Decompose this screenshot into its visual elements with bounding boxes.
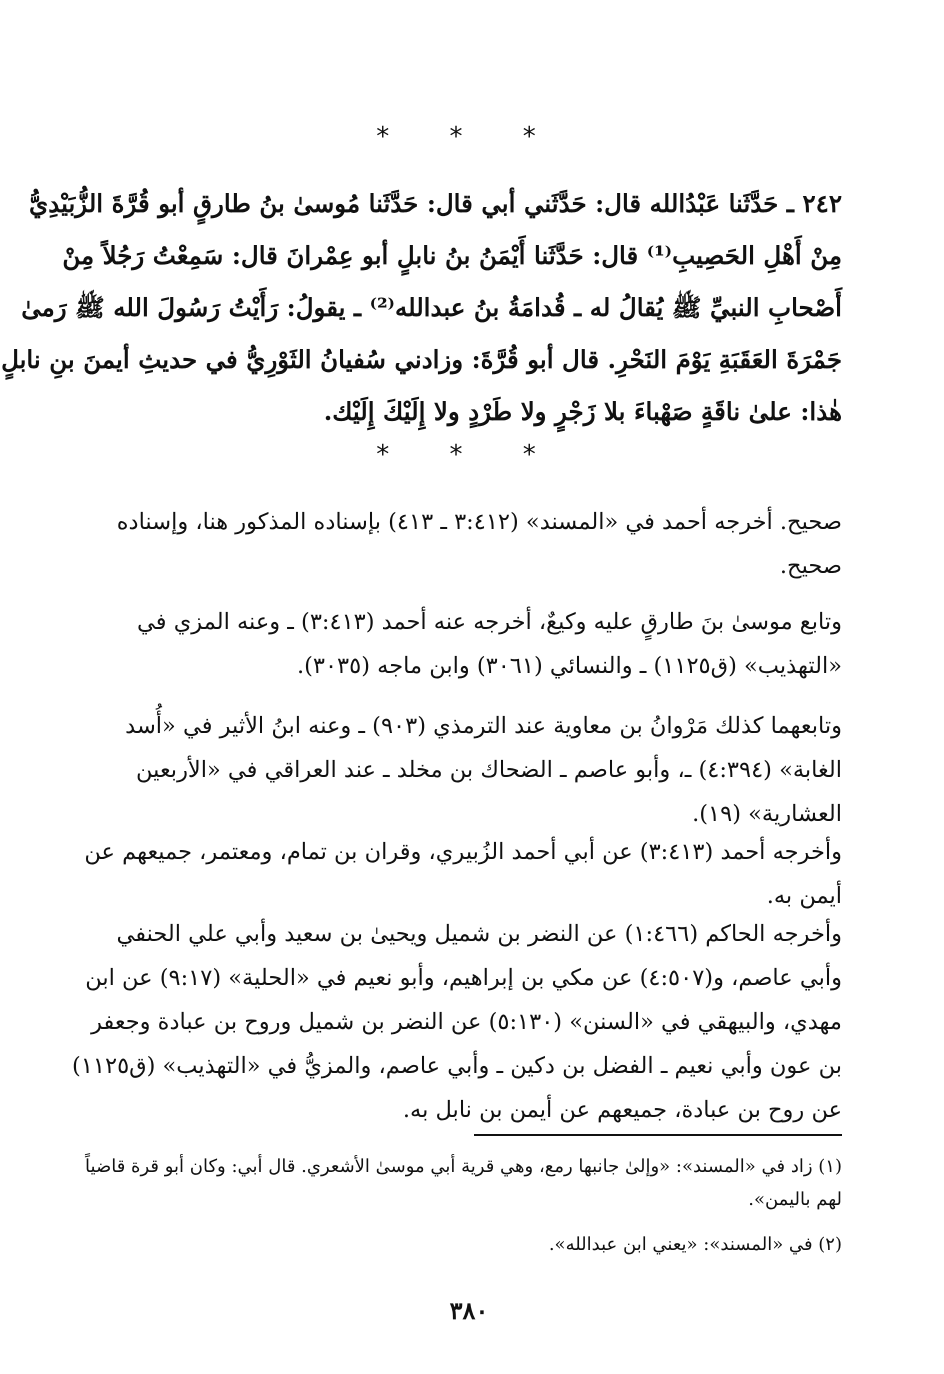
footnote xyxy=(96,1228,842,1261)
page-number: ٣٨٠ xyxy=(449,1296,489,1325)
book-page xyxy=(1,0,842,1374)
takhrij-paragraph xyxy=(72,912,842,1132)
hadith-line: جَمْرَةَ العَقَبَةِ يَوْمَ النَحْرِ. قال أبو قُرَّةَ: وزادني سُفيانُ الثَوْرِيُّ في حديثِ أيمنَ بنِ نابلٍ xyxy=(1,345,842,374)
paragraph-line: صحيح. xyxy=(779,553,842,579)
paragraph-line: «التهذيب» (ق١١٢٥) ـ والنسائي (٣٠٦١) وابن ماجه (٣٠٣٥). xyxy=(296,653,842,679)
footnote xyxy=(85,1150,842,1216)
takhrij-paragraph xyxy=(96,500,842,588)
paragraph-line: وأخرجه الحاكم (١:٤٦٦) عن النضر بن شميل ويحيىٰ بن سعيد وأبي علي الحنفي xyxy=(116,921,842,947)
paragraph-line: صحيح. أخرجه أحمد في «المسند» (٣:٤١٢ ـ ٤١٣) بإسناده المذكور هنا، وإسناده xyxy=(116,509,842,535)
hadith-line: ٢٤٢ ـ حَدَّثَنا عَبْدُالله قال: حَدَّثَني أبي قال: حَدَّثَنا مُوسىٰ بنُ طارقٍ أبو قُرَّةَ الزُّبَيْدِيُّ xyxy=(29,189,842,218)
paragraph-line: عن روح بن عبادة، جميعهم عن أيمن بن نابل به. xyxy=(402,1097,842,1123)
takhrij-paragraph xyxy=(84,830,842,918)
hadith-text xyxy=(1,178,842,438)
paragraph-line: وأخرجه أحمد (٣:٤١٣) عن أبي أحمد الزُبيري، وقران بن تمام، ومعتمر، جميعهم عن xyxy=(84,839,842,865)
paragraph-line: مهدي، والبيهقي في «السنن» (٥:١٣٠) عن النضر بن شميل وروح بن عبادة وجعفر xyxy=(91,1009,842,1035)
hadith-line: مِنْ أَهْلِ الحَصِيبِ⁽¹⁾ قال: حَدَّثَنا أَيْمَنُ بنُ نابلٍ أبو عِمْرانَ قال: سَمِعْتُ رَجُلاً مِنْ xyxy=(62,241,842,270)
footnote-line: (٢) في «المسند»: «يعني ابن عبدالله». xyxy=(548,1234,842,1255)
paragraph-line: الغابة» (٤:٣٩٤) ـ، وأبو عاصم ـ الضحاك بن مخلد ـ عند العراقي في «الأربعين xyxy=(136,757,842,783)
takhrij-paragraph xyxy=(96,704,842,836)
paragraph-line: وأبي عاصم، و(٤:٥٠٧) عن مكي بن إبراهيم، وأبو نعيم في «الحلية» (٩:١٧) عن ابن xyxy=(85,965,842,991)
section-separator-top: * * * xyxy=(376,122,562,152)
hadith-line: هٰذا: علىٰ ناقَةٍ صَهْباءَ بلا زَجْرٍ ولا طَرْدٍ ولا إِلَيْكَ إِلَيْك. xyxy=(323,397,842,426)
footnote-line: لهم باليمن». xyxy=(748,1189,842,1210)
section-separator-bottom: * * * xyxy=(376,440,562,470)
takhrij-paragraph xyxy=(96,600,842,688)
footnote-line: (١) زاد في «المسند»: «وإلىٰ جانبها رمع، وهي قرية أبي موسىٰ الأشعري. قال أبي: وكان أبو قرة قاضياً xyxy=(85,1156,842,1177)
footnote-divider xyxy=(474,1134,842,1136)
paragraph-line: أيمن به. xyxy=(766,883,842,909)
paragraph-line: وتابع موسىٰ بنَ طارقٍ عليه وكيعٌ، أخرجه عنه أحمد (٣:٤١٣) ـ وعنه المزي في xyxy=(137,609,842,635)
paragraph-line: بن عون وأبي نعيم ـ الفضل بن دكين ـ وأبي عاصم، والمزيُّ في «التهذيب» (ق١١٢٥) xyxy=(72,1053,842,1079)
hadith-line: أَصْحابِ النبيِّ ﷺ يُقالُ له ـ قُدامَةُ بنُ عبدالله⁽²⁾ ـ يقولُ: رَأَيْتُ رَسُولَ الله ﷺ رَمىٰ xyxy=(21,293,842,322)
paragraph-line: العشارية» (١٩). xyxy=(692,801,842,827)
paragraph-line: وتابعهما كذلك مَرْوانُ بن معاوية عند الترمذي (٩٠٣) ـ وعنه ابنُ الأثير في «أُسد xyxy=(125,713,842,739)
